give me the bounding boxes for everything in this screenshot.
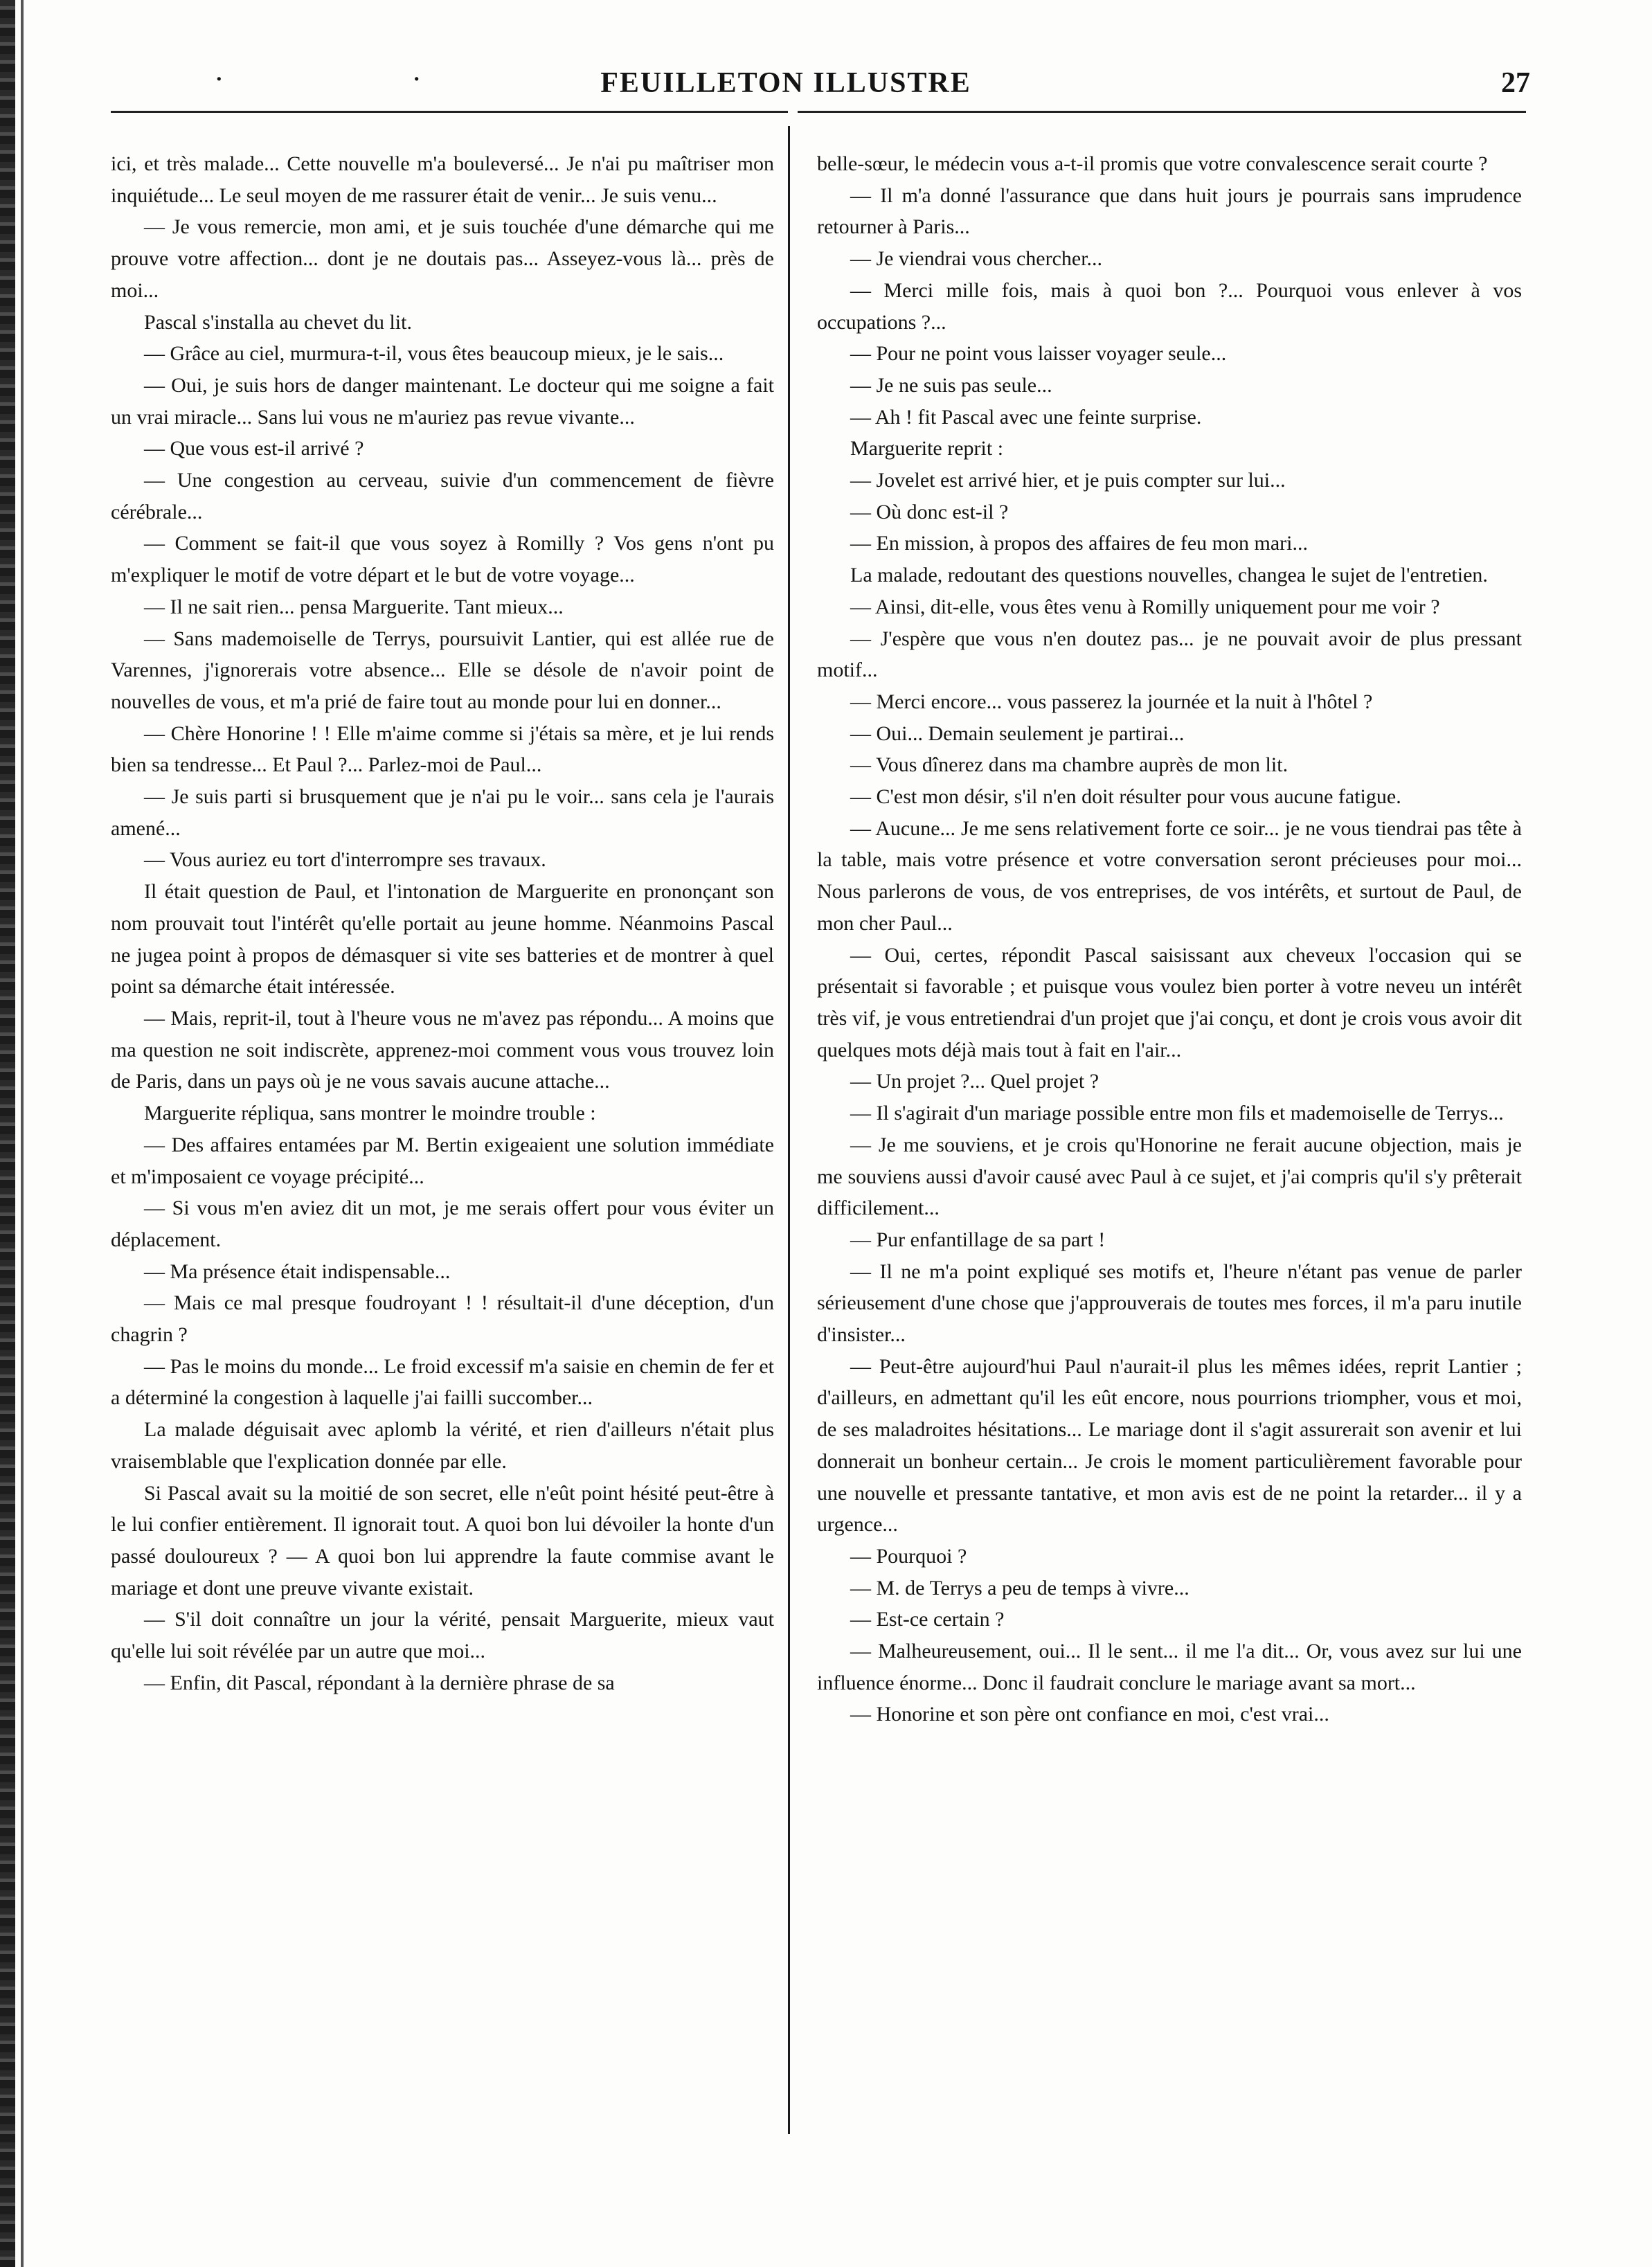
paragraph: — Comment se fait-il que vous soyez à Romilly ? Vos gens n'ont pu m'expliquer le motif de votre départ et le but de votre voyage... [111, 532, 774, 587]
paragraph: — Ah ! fit Pascal avec une feinte surprise. [850, 405, 1202, 429]
paragraph: — Ma présence était indispensable... [144, 1260, 451, 1283]
paragraph: — Vous auriez eu tort d'interrompre ses travaux. [144, 848, 546, 872]
paragraph: — Peut-être aujourd'hui Paul n'aurait-il plus les mêmes idées, reprit Lantier ; d'ailleurs, en admettant qu'il les eût encore, nous pourrions triompher, vous et moi, de ses maladroites hésitations... Le mariage dont il s'agit assurerait son avenir et lui donnerait un bonheur certain... Je crois le moment particulièrement favorable pour une nouvelle et pressante tantative, et mon avis est de ne point la retarder... il y a urgence... [817, 1354, 1522, 1536]
right-column [817, 148, 1522, 1730]
paragraph: — Mais, reprit-il, tout à l'heure vous ne m'avez pas répondu... A moins que ma question ne soit indiscrète, apprenez-moi comment vous vous trouvez loin de Paris, dans un pays où je ne vous savais aucune attache... [111, 1006, 774, 1093]
header-rule-left [111, 111, 788, 113]
paragraph: — Est-ce certain ? [850, 1608, 1005, 1631]
paragraph: — En mission, à propos des affaires de feu mon mari... [850, 532, 1308, 555]
paragraph: — Pour ne point vous laisser voyager seule... [850, 342, 1227, 366]
paragraph: — Oui, je suis hors de danger maintenant. Le docteur qui me soigne a fait un vrai miracle... Sans lui vous ne m'auriez pas revue vivante... [111, 373, 774, 429]
paragraph: — C'est mon désir, s'il n'en doit résulter pour vous aucune fatigue. [850, 785, 1401, 809]
paragraph: — Où donc est-il ? [850, 500, 1009, 523]
paragraph: Il était question de Paul, et l'intonation de Marguerite en prononçant son nom prouvait tout l'intérêt qu'elle portait au jeune homme. Néanmoins Pascal ne jugea point à propos de démasquer si vite ses batteries et de montrer à quel point sa démarche était intéressée. [111, 880, 774, 998]
paragraph: — Que vous est-il arrivé ? [144, 437, 364, 460]
paragraph: — Je me souviens, et je crois qu'Honorine ne ferait aucune objection, mais je me souviens aussi d'avoir causé avec Paul à ce sujet, et j'ai compris qu'il s'y prêterait difficilement... [817, 1133, 1522, 1220]
paragraph: Marguerite répliqua, sans montrer le moindre trouble : [144, 1102, 596, 1125]
paragraph: — Il s'agirait d'un mariage possible entre mon fils et mademoiselle de Terrys... [850, 1102, 1504, 1125]
paragraph: — Des affaires entamées par M. Bertin exigeaient une solution immédiate et m'imposaient ce voyage précipité... [111, 1133, 774, 1188]
paragraph: La malade déguisait avec aplomb la vérité, et rien d'ailleurs n'était plus vraisemblable que l'explication donnée par elle. [111, 1418, 774, 1473]
paragraph: Pascal s'installa au chevet du lit. [144, 310, 412, 334]
paragraph: — Je suis parti si brusquement que je n'ai pu le voir... sans cela je l'aurais amené... [111, 785, 774, 840]
paragraph: Marguerite reprit : [850, 437, 1004, 460]
paragraph: — Je ne suis pas seule... [850, 373, 1052, 397]
paragraph: — Pas le moins du monde... Le froid excessif m'a saisie en chemin de fer et a déterminé la congestion à laquelle j'ai failli succomber... [111, 1354, 774, 1410]
paragraph: — J'espère que vous n'en doutez pas... je ne pouvait avoir de plus pressant motif... [817, 627, 1522, 682]
running-title: FEUILLETON ILLUSTRE [600, 67, 971, 99]
paragraph: — Aucune... Je me sens relativement forte ce soir... je ne vous tiendrai pas tête à la table, mais votre présence et votre conversation seront précieuses pour moi... Nous parlerons de vous, de vos entreprises, de vos intérêts, et surtout de Paul, de mon cher Paul... [817, 816, 1522, 935]
paragraph: — Chère Honorine ! ! Elle m'aime comme si j'étais sa mère, et je lui rends bien sa tendresse... Et Paul ?... Parlez-moi de Paul... [111, 722, 774, 777]
paragraph: — Merci encore... vous passerez la journée et la nuit à l'hôtel ? [850, 690, 1373, 713]
left-column [111, 148, 774, 1699]
paragraph: — Il ne sait rien... pensa Marguerite. Tant mieux... [144, 595, 564, 618]
paragraph: — Mais ce mal presque foudroyant ! ! résultait-il d'une déception, d'un chagrin ? [111, 1291, 774, 1347]
paragraph: — Je viendrai vous chercher... [850, 247, 1103, 271]
paragraph: — Une congestion au cerveau, suivie d'un commencement de fièvre cérébrale... [111, 469, 774, 523]
binding-hairline [21, 0, 24, 2267]
paragraph: ici, et très malade... Cette nouvelle m'a bouleversé... Je n'ai pu maîtriser mon inquiétude... Le seul moyen de me rassurer était de venir... Je suis venu... [111, 152, 774, 207]
column-divider [788, 126, 790, 2134]
page-number: 27 [1501, 67, 1530, 99]
paragraph: — Pourquoi ? [850, 1544, 967, 1568]
paragraph: — Pur enfantillage de sa part ! [850, 1228, 1106, 1251]
paragraph: — Il ne m'a point expliqué ses motifs et, l'heure n'étant pas venue de parler sérieusement d'une chose que j'approuverais de toutes mes forces, il m'a paru inutile d'insister... [817, 1260, 1522, 1347]
paragraph: — Je vous remercie, mon ami, et je suis touchée d'une démarche qui me prouve votre affection... dont je ne doutais pas... Asseyez-vous là... près de moi... [111, 215, 774, 302]
paragraph: — Ainsi, dit-elle, vous êtes venu à Romilly uniquement pour me voir ? [850, 595, 1440, 618]
header-rule-right [798, 111, 1526, 113]
paragraph: — Enfin, dit Pascal, répondant à la dernière phrase de sa [144, 1671, 615, 1694]
paragraph: — Jovelet est arrivé hier, et je puis compter sur lui... [850, 469, 1286, 492]
paragraph: — Vous dînerez dans ma chambre auprès de mon lit. [850, 753, 1289, 777]
paragraph: — Sans mademoiselle de Terrys, poursuivit Lantier, qui est allée rue de Varennes, j'ignorerais votre absence... Elle se désole de n'avoir point de nouvelles de vous, et m'a prié de faire tout au monde pour lui en donner... [111, 627, 774, 713]
paragraph: belle-sœur, le médecin vous a-t-il promis que votre convalescence serait courte ? [817, 152, 1488, 175]
paragraph: — Merci mille fois, mais à quoi bon ?... Pourquoi vous enlever à vos occupations ?... [817, 278, 1522, 334]
paragraph: — Oui, certes, répondit Pascal saisissant aux cheveux l'occasion qui se présentait si favorable ; et puisque vous voulez bien porter à votre neveu un intérêt très vif, je vous entretiendrai d'un projet que j'ai conçu, et dont je crois vous avoir dit quelques mots déjà mais tout à fait en l'air... [817, 943, 1522, 1061]
paragraph: — Honorine et son père ont confiance en moi, c'est vrai... [850, 1703, 1329, 1726]
page-header [42, 64, 1530, 108]
paragraph: — Il m'a donné l'assurance que dans huit jours je pourrais sans imprudence retourner à Paris... [817, 183, 1522, 239]
binding-edge [0, 0, 15, 2267]
header-dots: · · [215, 64, 512, 96]
paragraph: — Oui... Demain seulement je partirai... [850, 722, 1185, 745]
paragraph: — Si vous m'en aviez dit un mot, je me serais offert pour vous éviter un déplacement. [111, 1197, 774, 1251]
paragraph: Si Pascal avait su la moitié de son secret, elle n'eût point hésité peut-être à le lui confier entièrement. Il ignorait tout. A quoi bon lui dévoiler la honte d'un passé douloureux ? — A quoi bon lui apprendre la faute commise avant le mariage et dont une preuve vivante existait. [111, 1481, 774, 1600]
paragraph: — Malheureusement, oui... Il le sent... il me l'a dit... Or, vous avez sur lui une influence énorme... Donc il faudrait conclure le mariage avant sa mort... [817, 1640, 1522, 1694]
paragraph: La malade, redoutant des questions nouvelles, changea le sujet de l'entretien. [850, 564, 1488, 587]
paragraph: — Grâce au ciel, murmura-t-il, vous êtes beaucoup mieux, je le sais... [144, 342, 724, 366]
paragraph: — M. de Terrys a peu de temps à vivre... [850, 1576, 1189, 1600]
paragraph: — S'il doit connaître un jour la vérité, pensait Marguerite, mieux vaut qu'elle lui soit révélée par un autre que moi... [111, 1608, 774, 1663]
paragraph: — Un projet ?... Quel projet ? [850, 1070, 1099, 1093]
